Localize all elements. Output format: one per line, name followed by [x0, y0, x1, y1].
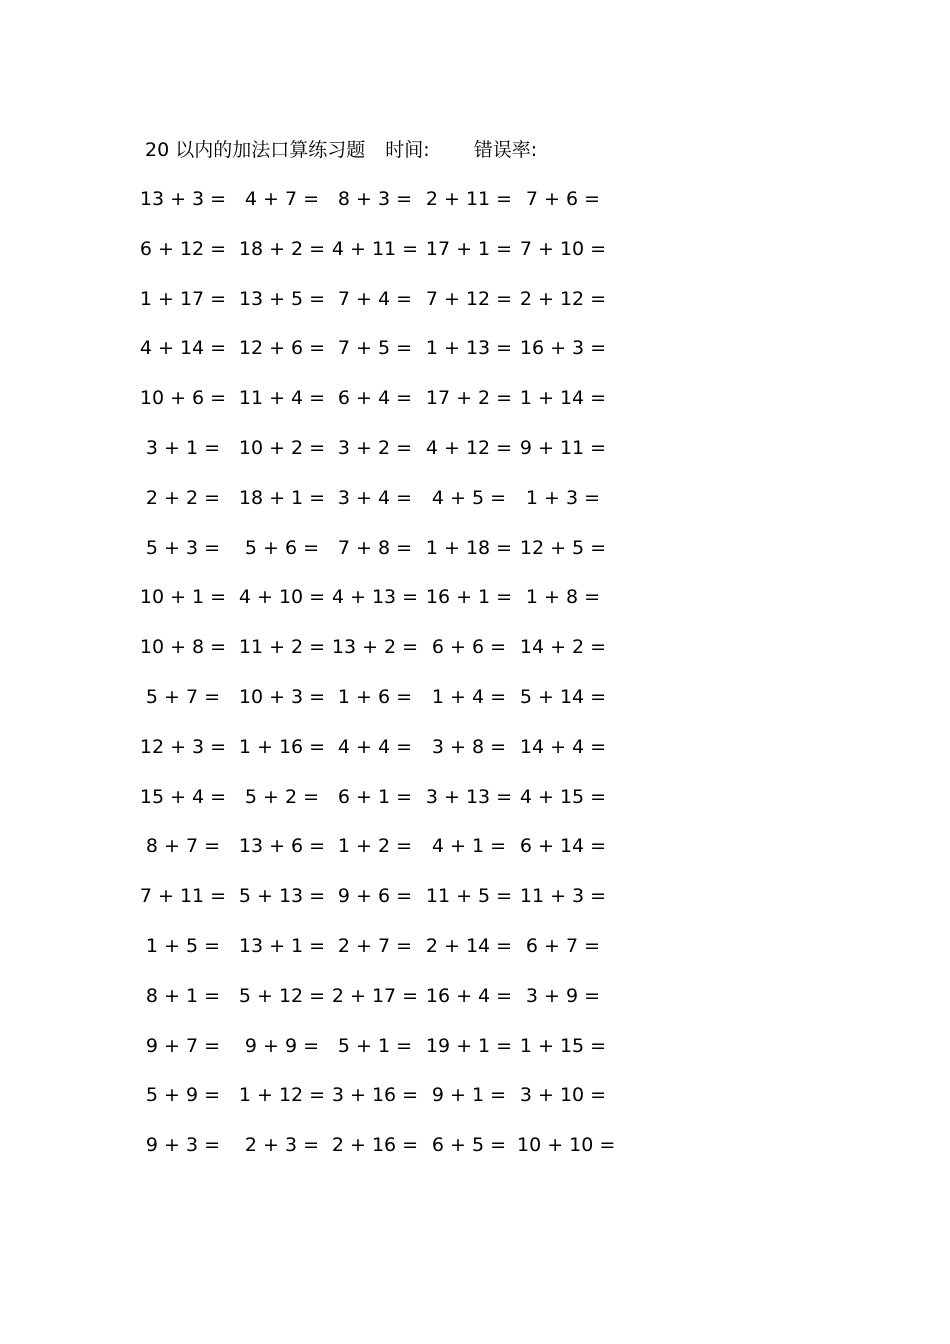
problem-item: 1 + 4 =: [431, 685, 507, 708]
problem-item: 9 + 1 =: [431, 1084, 507, 1107]
problem-item: 7 + 5 =: [337, 337, 413, 360]
problem-item: 11 + 2 =: [238, 636, 326, 659]
problem-row: [137, 731, 637, 781]
problem-item: 9 + 11 =: [519, 436, 607, 459]
problem-item: 8 + 3 =: [337, 188, 413, 210]
problem-item: 1 + 2 =: [337, 835, 413, 858]
problem-item: 1 + 3 =: [525, 486, 601, 509]
problem-item: 3 + 1 =: [145, 436, 221, 459]
problem-item: 16 + 3 =: [519, 337, 607, 360]
problem-item: 11 + 4 =: [238, 387, 326, 410]
problem-item: 6 + 4 =: [337, 387, 413, 410]
problem-item: 10 + 3 =: [238, 685, 326, 708]
problem-item: 12 + 6 =: [238, 337, 326, 360]
problem-item: 1 + 5 =: [145, 934, 221, 957]
problem-item: 16 + 1 =: [425, 586, 513, 609]
problem-item: 7 + 11 =: [139, 885, 227, 908]
problem-item: 19 + 1 =: [425, 1034, 513, 1057]
problem-row: [137, 581, 637, 631]
problem-item: 11 + 5 =: [425, 885, 513, 908]
problem-item: 12 + 5 =: [519, 536, 607, 559]
problem-item: 5 + 14 =: [519, 685, 607, 708]
problem-item: 5 + 13 =: [238, 885, 326, 908]
problem-item: 6 + 1 =: [337, 785, 413, 808]
problem-item: 1 + 8 =: [525, 586, 601, 609]
problem-row: [137, 1030, 637, 1080]
problem-item: 18 + 1 =: [238, 486, 326, 509]
problem-row: [137, 980, 637, 1030]
problem-item: 1 + 6 =: [337, 685, 413, 708]
problem-item: 6 + 6 =: [431, 636, 507, 659]
problem-item: 13 + 1 =: [238, 934, 326, 957]
problem-item: 1 + 14 =: [519, 387, 607, 410]
problem-item: 7 + 4 =: [337, 287, 413, 310]
problem-item: 3 + 16 =: [331, 1084, 419, 1107]
problem-item: 13 + 5 =: [238, 287, 326, 310]
problem-item: 2 + 16 =: [331, 1134, 419, 1157]
problem-row: [137, 432, 637, 482]
problem-row: [137, 781, 637, 831]
problem-item: 5 + 12 =: [238, 984, 326, 1007]
problem-item: 2 + 11 =: [425, 188, 513, 210]
problem-item: 1 + 15 =: [519, 1034, 607, 1057]
problem-row: [137, 830, 637, 880]
problem-item: 4 + 13 =: [331, 586, 419, 609]
problem-item: 3 + 2 =: [337, 436, 413, 459]
problem-item: 5 + 2 =: [244, 785, 320, 808]
problem-row: [137, 233, 637, 283]
problem-item: 3 + 13 =: [425, 785, 513, 808]
problem-row: [137, 1129, 637, 1179]
problem-row: [137, 1079, 637, 1129]
worksheet-title: 20 以内的加法口算练习题: [145, 139, 366, 161]
problem-item: 4 + 10 =: [238, 586, 326, 609]
problem-item: 2 + 2 =: [145, 486, 221, 509]
worksheet-header: [145, 136, 537, 164]
problem-item: 3 + 8 =: [431, 735, 507, 758]
problem-item: 7 + 6 =: [525, 188, 601, 210]
problem-row: [137, 880, 637, 930]
problem-item: 8 + 1 =: [145, 984, 221, 1007]
problem-item: 5 + 1 =: [337, 1034, 413, 1057]
problem-row: [137, 482, 637, 532]
problem-item: 7 + 12 =: [425, 287, 513, 310]
problem-item: 2 + 3 =: [244, 1134, 320, 1157]
problem-item: 13 + 6 =: [238, 835, 326, 858]
problem-item: 3 + 9 =: [525, 984, 601, 1007]
problem-item: 5 + 6 =: [244, 536, 320, 559]
problem-row: [137, 532, 637, 582]
problem-item: 4 + 5 =: [431, 486, 507, 509]
problem-row: [137, 681, 637, 731]
problem-item: 17 + 2 =: [425, 387, 513, 410]
problem-item: 5 + 3 =: [145, 536, 221, 559]
problem-item: 7 + 10 =: [519, 237, 607, 260]
problem-item: 4 + 1 =: [431, 835, 507, 858]
problem-item: 6 + 12 =: [139, 237, 227, 260]
problem-item: 4 + 4 =: [337, 735, 413, 758]
problem-row: [137, 382, 637, 432]
problem-item: 2 + 7 =: [337, 934, 413, 957]
problem-item: 6 + 7 =: [525, 934, 601, 957]
problem-item: 1 + 17 =: [139, 287, 227, 310]
problem-item: 5 + 9 =: [145, 1084, 221, 1107]
problem-item: 4 + 11 =: [331, 237, 419, 260]
problem-item: 12 + 3 =: [139, 735, 227, 758]
problem-item: 1 + 16 =: [238, 735, 326, 758]
problem-item: 9 + 9 =: [244, 1034, 320, 1057]
problem-item: 2 + 14 =: [425, 934, 513, 957]
problem-row: [137, 631, 637, 681]
problem-item: 1 + 13 =: [425, 337, 513, 360]
problem-item: 5 + 7 =: [145, 685, 221, 708]
problem-item: 1 + 12 =: [238, 1084, 326, 1107]
problem-row: [137, 283, 637, 333]
problem-item: 9 + 6 =: [337, 885, 413, 908]
problem-item: 3 + 10 =: [519, 1084, 607, 1107]
problem-item: 14 + 2 =: [519, 636, 607, 659]
problem-row: [137, 332, 637, 382]
problem-item: 10 + 8 =: [139, 636, 227, 659]
problem-item: 9 + 7 =: [145, 1034, 221, 1057]
problem-row: [137, 183, 637, 233]
problem-row: [137, 930, 637, 980]
problem-item: 9 + 3 =: [145, 1134, 221, 1157]
problem-item: 10 + 10 =: [517, 1134, 616, 1157]
problem-item: 4 + 12 =: [425, 436, 513, 459]
problem-item: 10 + 6 =: [139, 387, 227, 410]
problem-item: 8 + 7 =: [145, 835, 221, 858]
problem-item: 2 + 17 =: [331, 984, 419, 1007]
problem-item: 10 + 1 =: [139, 586, 227, 609]
problem-item: 16 + 4 =: [425, 984, 513, 1007]
problem-item: 4 + 14 =: [139, 337, 227, 360]
problem-item: 11 + 3 =: [519, 885, 607, 908]
time-label: 时间:: [385, 139, 430, 161]
problem-item: 14 + 4 =: [519, 735, 607, 758]
problem-item: 17 + 1 =: [425, 237, 513, 260]
problem-item: 15 + 4 =: [139, 785, 227, 808]
problem-item: 6 + 14 =: [519, 835, 607, 858]
error-rate-label: 错误率:: [473, 139, 538, 161]
problem-item: 13 + 3 =: [139, 188, 227, 210]
problem-item: 2 + 12 =: [519, 287, 607, 310]
problem-item: 10 + 2 =: [238, 436, 326, 459]
problem-item: 6 + 5 =: [431, 1134, 507, 1157]
problem-item: 7 + 8 =: [337, 536, 413, 559]
problem-item: 4 + 15 =: [519, 785, 607, 808]
problem-item: 13 + 2 =: [331, 636, 419, 659]
problem-item: 1 + 18 =: [425, 536, 513, 559]
problem-item: 3 + 4 =: [337, 486, 413, 509]
problem-item: 18 + 2 =: [238, 237, 326, 260]
problem-item: 4 + 7 =: [244, 188, 320, 210]
problem-grid: [137, 183, 637, 1179]
